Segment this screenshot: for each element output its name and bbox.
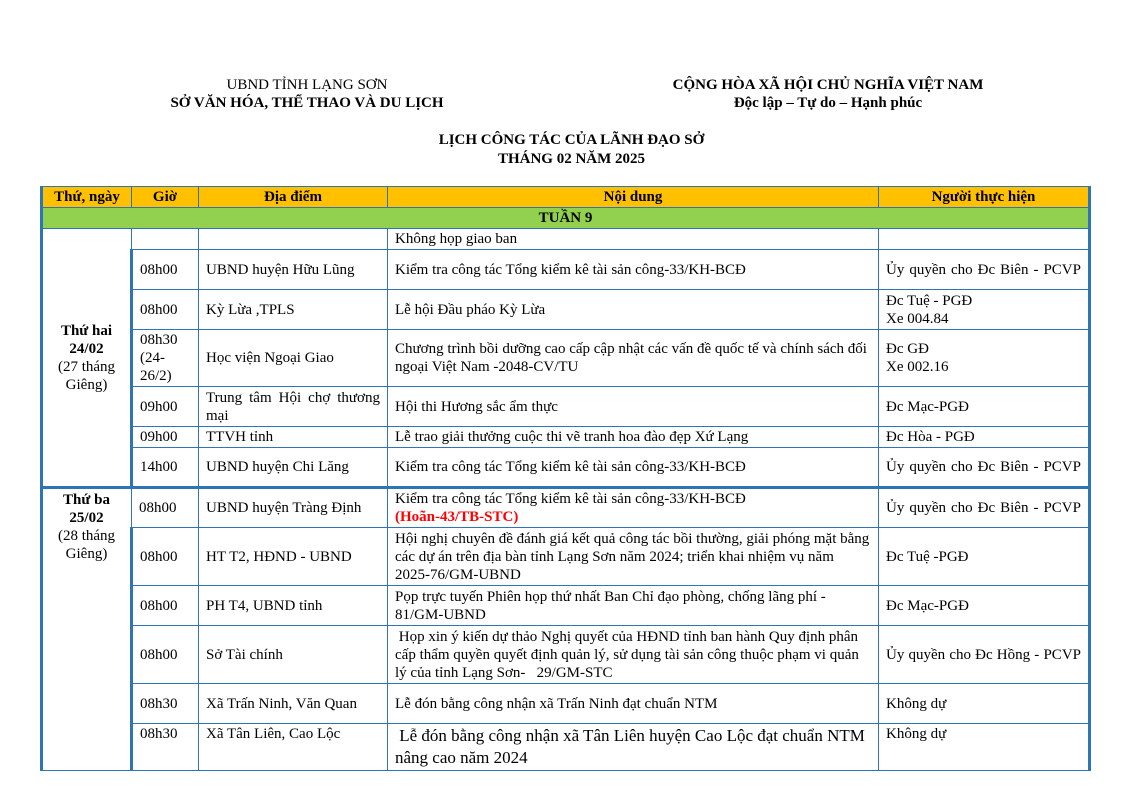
place-cell: Sở Tài chính	[199, 626, 388, 684]
table-row	[42, 626, 1090, 684]
place-cell	[199, 229, 388, 250]
person-cell: Ủy quyền cho Đc Biên - PCVP	[879, 448, 1090, 488]
title-line-2: THÁNG 02 NĂM 2025	[497, 151, 646, 167]
content-cell	[388, 488, 879, 528]
content-cell: Kiểm tra công tác Tổng kiểm kê tài sản công-33/KH-BCĐ	[388, 250, 879, 290]
national-motto: Độc lập – Tự do – Hạnh phúc	[733, 95, 923, 111]
col-header-content: Nội dung	[388, 187, 879, 208]
place-cell: UBND huyện Hữu Lũng	[199, 250, 388, 290]
table-row	[42, 250, 1090, 290]
col-header-day: Thứ, ngày	[42, 187, 132, 208]
table-row	[42, 229, 1090, 250]
person-cell: Đc Mạc-PGĐ	[879, 586, 1090, 626]
table-row	[42, 290, 1090, 330]
national-header	[640, 76, 1016, 112]
person-cell: Đc Hòa - PGĐ	[879, 427, 1090, 448]
time-cell: 08h00	[132, 250, 199, 290]
person-cell	[879, 330, 1090, 387]
place-cell: UBND huyện Tràng Định	[199, 488, 388, 528]
vehicle: Xe 004.84	[886, 310, 949, 327]
place-cell: HT T2, HĐND - UBND	[199, 528, 388, 586]
agency-parent: UBND TỈNH LẠNG SƠN	[226, 77, 388, 93]
content-cell: Lễ trao giải thưởng cuộc thi vẽ tranh hoa đào đẹp Xứ Lạng	[388, 427, 879, 448]
table-row	[42, 387, 1090, 427]
place-cell: Xã Tân Liên, Cao Lộc	[199, 724, 388, 771]
place-cell: Kỳ Lừa ,TPLS	[199, 290, 388, 330]
time-cell: 08h00	[132, 586, 199, 626]
week-row	[42, 208, 1090, 229]
national-name: CỘNG HÒA XÃ HỘI CHỦ NGHĨA VIỆT NAM	[672, 77, 984, 93]
content-cell: Chương trình bồi dưỡng cao cấp cập nhật các vấn đề quốc tế và chính sách đối ngoại Việt Nam -2048-CV/TU	[388, 330, 879, 387]
content-cell: Pọp trực tuyến Phiên họp thứ nhất Ban Chỉ đạo phòng, chống lãng phí - 81/GM-UBND	[388, 586, 879, 626]
time-cell: 08h30	[132, 684, 199, 724]
vehicle: Xe 002.16	[886, 359, 949, 375]
place-cell: Xã Trấn Ninh, Văn Quan	[199, 684, 388, 724]
place-cell: TTVH tỉnh	[199, 427, 388, 448]
person-name: Đc Tuệ - PGĐ	[886, 292, 973, 309]
table-row	[42, 330, 1090, 387]
time-cell	[132, 229, 199, 250]
table-row	[42, 488, 1090, 528]
lunar-date: (27 tháng Giêng)	[57, 358, 116, 393]
time-cell: 08h00	[132, 290, 199, 330]
schedule-table	[40, 186, 1091, 771]
person-cell: Không dự	[879, 724, 1090, 771]
content-cell: Lễ hội Đầu pháo Kỳ Lừa	[388, 290, 879, 330]
table-row	[42, 528, 1090, 586]
time-cell: 08h30	[132, 724, 199, 771]
date: 25/02	[69, 510, 104, 526]
content-cell: Hội thi Hương sắc ẩm thực	[388, 387, 879, 427]
content-text: Kiểm tra công tác Tổng kiểm kê tài sản công-33/KH-BCĐ	[395, 491, 746, 507]
weekday: Thứ ba	[63, 492, 110, 508]
col-header-place: Địa điểm	[199, 187, 388, 208]
content-cell: Lễ đón bằng công nhận xã Trấn Ninh đạt chuẩn NTM	[388, 684, 879, 724]
postponed-note: (Hoãn-43/TB-STC)	[395, 509, 519, 525]
week-label: TUẦN 9	[42, 208, 1090, 229]
person-name: Đc GĐ	[886, 341, 929, 357]
weekday: Thứ hai	[60, 322, 113, 339]
content-cell: Hội nghị chuyên đề đánh giá kết quả công tác bồi thường, giải phóng mặt bằng các dự án trên địa bàn tỉnh Lạng Sơn năm 2024; triển khai nhiệm vụ năm 2025-76/GM-UBND	[388, 528, 879, 586]
time-cell: 14h00	[132, 448, 199, 488]
content-cell: Lễ đón bằng công nhận xã Tân Liên huyện Cao Lộc đạt chuẩn NTM nâng cao năm 2024	[388, 724, 879, 771]
person-cell: Không dự	[879, 684, 1090, 724]
col-header-person: Người thực hiện	[879, 187, 1090, 208]
place-cell: UBND huyện Chi Lăng	[199, 448, 388, 488]
table-row	[42, 586, 1090, 626]
document-title	[0, 131, 1123, 169]
time-cell: 08h00	[132, 488, 199, 528]
person-cell: Ủy quyền cho Đc Biên - PCVP	[879, 250, 1090, 290]
table-header-row	[42, 187, 1090, 208]
person-cell: Đc Tuệ -PGĐ	[879, 528, 1090, 586]
place-cell: Học viện Ngoại Giao	[199, 330, 388, 387]
table-row	[42, 724, 1090, 771]
date: 24/02	[69, 340, 104, 357]
person-cell: Ủy quyền cho Đc Hồng - PCVP	[879, 626, 1090, 684]
person-cell	[879, 229, 1090, 250]
title-line-1: LỊCH CÔNG TÁC CỦA LÃNH ĐẠO SỞ	[438, 132, 705, 148]
place-cell: Trung tâm Hội chợ thương mại	[199, 387, 388, 427]
lunar-date: (28 tháng Giêng)	[57, 528, 116, 562]
col-header-time: Giờ	[132, 187, 199, 208]
table-row	[42, 684, 1090, 724]
time-cell: 08h00	[132, 626, 199, 684]
time-cell	[132, 330, 199, 387]
time-range: (24-26/2)	[140, 350, 172, 384]
time-cell: 09h00	[132, 387, 199, 427]
day-cell-monday	[42, 229, 132, 488]
table-row	[42, 427, 1090, 448]
content-cell: Họp xin ý kiến dự thảo Nghị quyết của HĐND tỉnh ban hành Quy định phân cấp thẩm quyền quyết định quản lý, sử dụng tài sản công thuộc phạm vi quản lý của tỉnh Lạng Sơn- 29/GM-STC	[388, 626, 879, 684]
agency-name: SỞ VĂN HÓA, THỂ THAO VÀ DU LỊCH	[170, 95, 444, 111]
time-value: 08h30	[140, 332, 178, 348]
content-cell: Kiểm tra công tác Tổng kiểm kê tài sản công-33/KH-BCĐ	[388, 448, 879, 488]
day-cell-tuesday	[42, 488, 132, 771]
person-cell	[879, 290, 1090, 330]
person-cell: Đc Mạc-PGĐ	[879, 387, 1090, 427]
content-cell: Không họp giao ban	[388, 229, 879, 250]
table-row	[42, 448, 1090, 488]
agency-header	[152, 76, 462, 112]
time-cell: 08h00	[132, 528, 199, 586]
time-cell: 09h00	[132, 427, 199, 448]
place-cell: PH T4, UBND tỉnh	[199, 586, 388, 626]
person-cell: Ủy quyền cho Đc Biên - PCVP	[879, 488, 1090, 528]
